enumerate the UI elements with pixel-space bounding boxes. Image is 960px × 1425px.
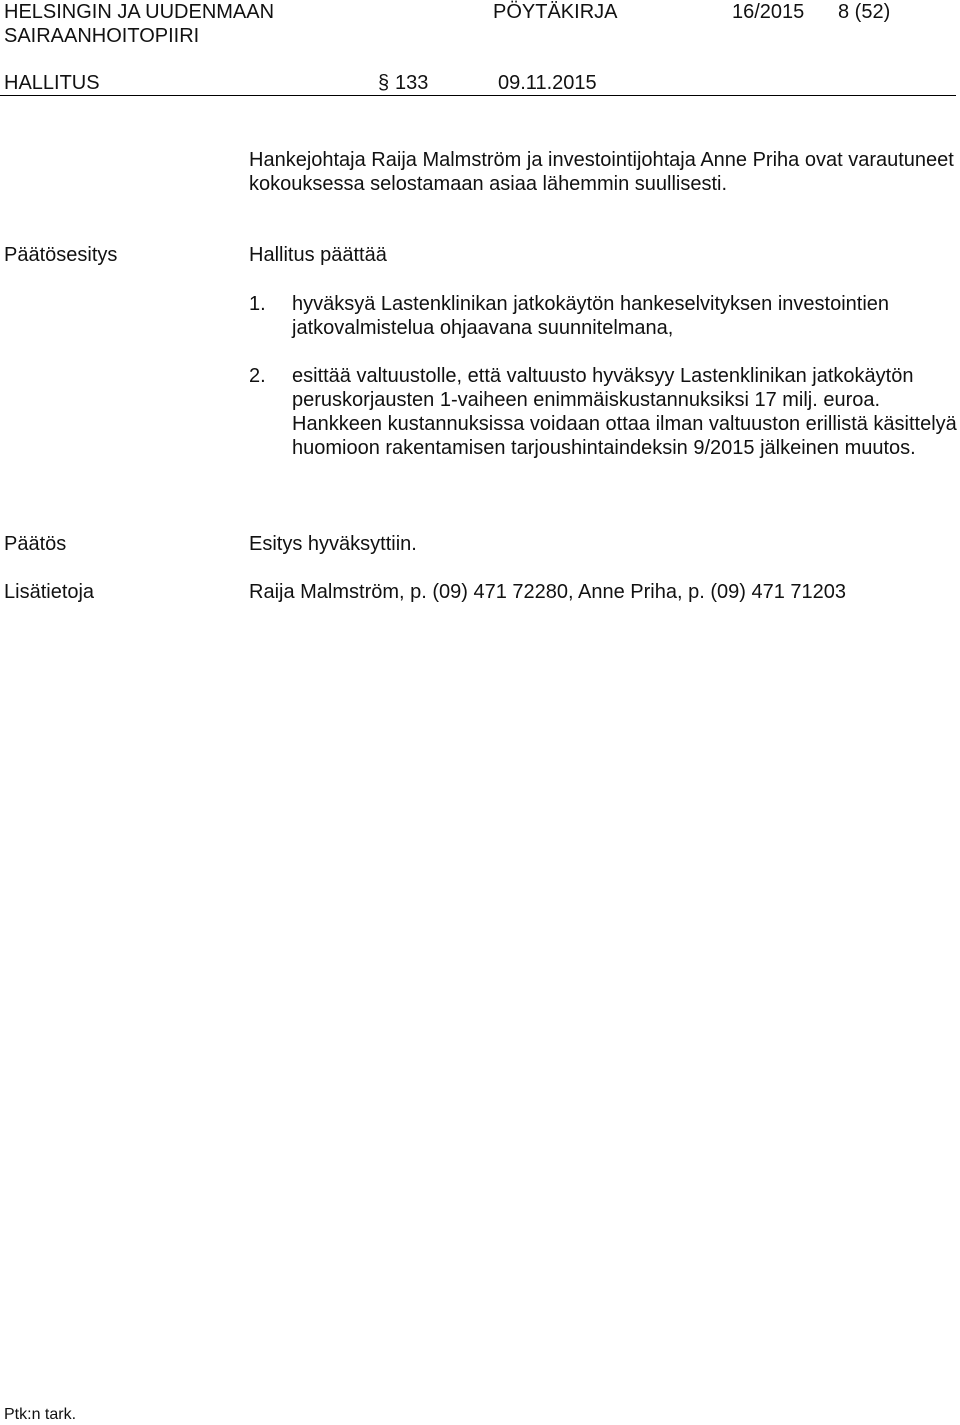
proposal-item-number: 2. [249, 365, 266, 387]
info-label: Lisätietoja [4, 581, 95, 603]
meeting-date: 09.11.2015 [498, 72, 597, 94]
decision-label: Päätös [4, 533, 67, 555]
organization-name-line2: SAIRAANHOITOPIIRI [4, 25, 200, 47]
intro-paragraph: Hankejohtaja Raija Malmström ja investointijohtaja Anne Priha ovat varautuneet kokouksessa selostamaan asiaa lähemmin suullisesti. [249, 149, 954, 195]
proposal-lead: Hallitus päättää [249, 244, 387, 266]
decision-text: Esitys hyväksyttiin. [249, 533, 417, 555]
section-number: 133 [395, 72, 429, 94]
governing-body: HALLITUS [4, 72, 100, 94]
minutes-check-label: Ptk:n tark. [4, 1406, 77, 1423]
proposal-item-text: esittää valtuustolle, että valtuusto hyväksyy Lastenklinikan jatkokäytön peruskorjausten 1-vaiheen enimmäiskustannuksiksi 17 milj. euroa. Hankkeen kustannuksissa voidaan ottaa ilman valtuuston erillistä käsittelyä huomioon rakentamisen tarjoushintaindeksin 9/2015 jälkeinen muutos. [292, 365, 957, 459]
document-type: PÖYTÄKIRJA [493, 1, 618, 23]
section-symbol: § [378, 72, 390, 94]
organization-name-line1: HELSINGIN JA UUDENMAAN [4, 1, 275, 23]
proposal-label: Päätösesitys [4, 244, 118, 266]
document-number: 16/2015 [732, 1, 805, 23]
info-text: Raija Malmström, p. (09) 471 72280, Anne Priha, p. (09) 471 71203 [249, 581, 847, 603]
header-divider [0, 95, 956, 96]
proposal-item-number: 1. [249, 293, 266, 315]
proposal-item-text: hyväksyä Lastenklinikan jatkokäytön hankeselvityksen investointien jatkovalmistelua ohjaavana suunnitelmana, [292, 293, 890, 339]
page-number: 8 (52) [838, 1, 891, 23]
